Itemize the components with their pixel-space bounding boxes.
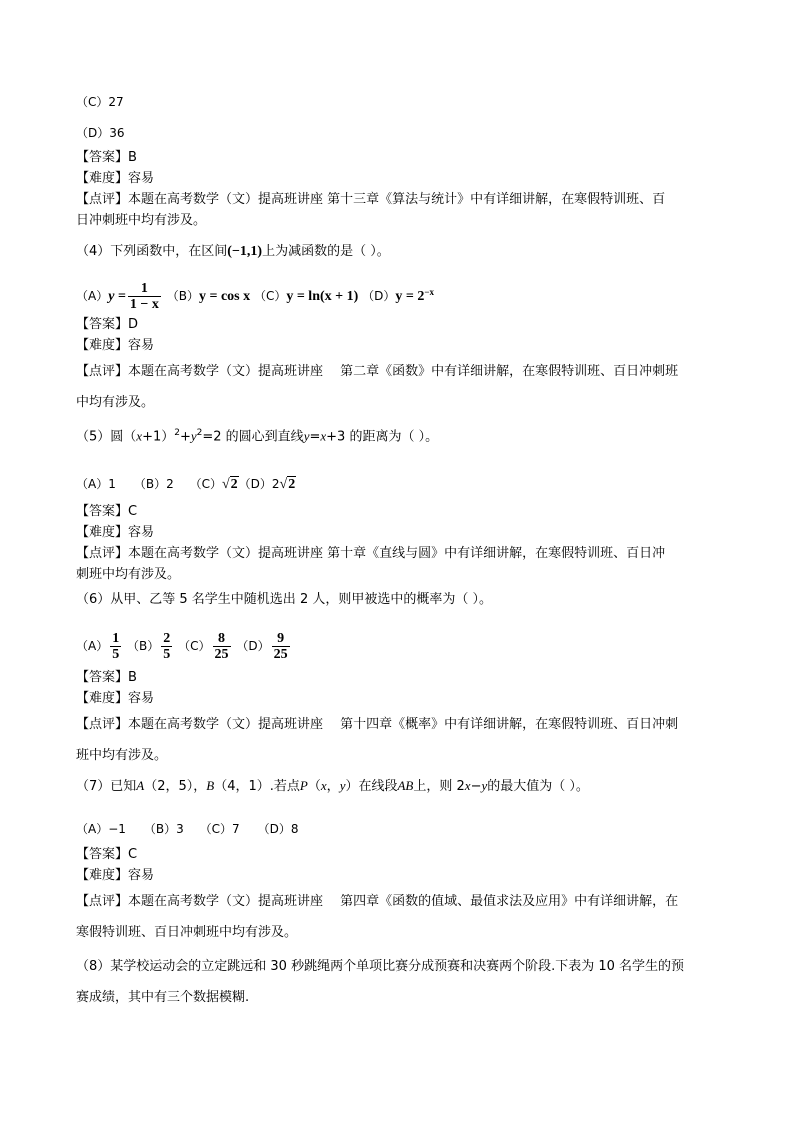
- q7-segment: AB: [397, 778, 414, 793]
- q4-opt-a-numerator: 1: [140, 281, 148, 296]
- q6-opt-b-label: （B）: [127, 639, 160, 653]
- q6-opt-c-label: （C）: [178, 639, 211, 653]
- q4-opt-d-expr: y = 2: [395, 289, 425, 304]
- q4-opt-a-label: （A）: [76, 289, 109, 303]
- q7-point-a: A: [136, 778, 145, 793]
- q6-opt-d-label: （D）: [236, 639, 270, 653]
- q5-difficulty: 【难度】容易: [76, 525, 155, 540]
- q5-options: [76, 474, 296, 495]
- q6-opt-a-fraction: [110, 631, 121, 662]
- q6-opt-d-denominator: 25: [273, 647, 288, 662]
- q7-point-b: B: [206, 778, 215, 793]
- q5-opt-d-label: （D）2: [238, 477, 280, 491]
- q7-stem-e: ，: [326, 779, 340, 794]
- q7-stem-a: （7）已知: [76, 779, 137, 794]
- q7-comment: 【点评】本题在高考数学（文）提高班讲座 第四章《函数的值域、最值求法及应用》中有详细讲解，在: [76, 894, 679, 909]
- q3-comment-cont: 日冲刺班中均有涉及。: [76, 213, 207, 228]
- q6-answer: 【答案】B: [76, 670, 137, 685]
- q6-stem-text: （6）从甲、乙等 5 名学生中随机选出 2 人，则甲被选中的概率为: [76, 592, 456, 607]
- q6-opt-d-numerator: 9: [277, 631, 285, 646]
- q4-opt-c-label: （C）: [253, 289, 287, 303]
- q4-blank: （ ）。: [353, 244, 390, 259]
- q5-sup-2: 2: [196, 428, 203, 438]
- q4-opt-a-denominator: 1 − x: [129, 297, 159, 312]
- q5-var-y: y: [190, 428, 197, 444]
- q7-stem-g: 上，则 2: [413, 779, 465, 794]
- q4-comment-cont: 中均有涉及。: [76, 395, 155, 410]
- q7-var-x2: x: [464, 778, 471, 793]
- q7-stem-i: 的最大值为: [487, 779, 553, 794]
- q5-opt-c-sqrt: √2: [221, 477, 238, 492]
- q5-answer: 【答案】C: [76, 504, 138, 519]
- q4-answer: 【答案】D: [76, 317, 139, 332]
- q5-blank: （ ）。: [401, 429, 439, 445]
- q5-stem-d: =2 的圆心到直线: [202, 429, 304, 445]
- q4-options: [76, 276, 434, 313]
- q5-stem-b: +1）: [142, 429, 175, 445]
- q6-opt-d-fraction: [272, 631, 290, 662]
- q5-line-x: x: [320, 428, 327, 444]
- q4-interval: (−1,1): [227, 244, 263, 259]
- q5-stem-f: +3 的距离为: [326, 429, 402, 445]
- q5-opt-c-label: （C）: [189, 477, 222, 491]
- q6-opt-a-numerator: 1: [112, 631, 120, 646]
- q6-options: [76, 626, 292, 666]
- q6-difficulty: 【难度】容易: [76, 691, 155, 706]
- q5-opt-d-radicand: 2: [288, 477, 296, 492]
- q5-stem-e: =: [309, 429, 321, 445]
- q6-comment-cont: 班中均有涉及。: [76, 748, 168, 763]
- q5-stem: [76, 425, 438, 445]
- q6-opt-c-numerator: 8: [218, 631, 225, 646]
- q8-stem: （8）某学校运动会的立定跳远和 30 秒跳绳两个单项比赛分成预赛和决赛两个阶段.下表为 10 名学生的预: [76, 959, 685, 974]
- q4-comment: 【点评】本题在高考数学（文）提高班讲座 第二章《函数》中有详细讲解，在寒假特训班、百日冲刺班: [76, 364, 679, 379]
- q5-sup-1: 2: [174, 428, 180, 438]
- q4-opt-a-fraction: [128, 281, 161, 312]
- q6-opt-b-numerator: 2: [163, 631, 171, 646]
- q5-stem-a: （5）圆（: [76, 429, 137, 445]
- q3-comment: 【点评】本题在高考数学（文）提高班讲座 第十三章《算法与统计》中有详细讲解，在寒假特训班、百: [76, 192, 666, 207]
- q7-stem-h: −: [470, 779, 482, 794]
- q6-opt-c-denominator: 25: [214, 647, 229, 662]
- q4-opt-b-expr: y = cos x: [198, 289, 251, 304]
- q5-opt-c-radicand: 2: [230, 477, 238, 492]
- q6-opt-c-fraction: [213, 631, 231, 662]
- q5-opt-b: （B）2: [139, 477, 174, 491]
- q6-opt-b-denominator: 5: [163, 647, 171, 662]
- q7-var-x: x: [320, 778, 327, 793]
- q7-var-y: y: [339, 778, 346, 793]
- q4-opt-b-label: （B）: [166, 289, 199, 303]
- q8-stem-cont: 赛成绩，其中有三个数据模糊.: [76, 990, 250, 1005]
- q4-stem: [76, 244, 390, 260]
- q5-comment: 【点评】本题在高考数学（文）提高班讲座 第十章《直线与圆》中有详细讲解，在寒假特训班、百日冲: [76, 546, 666, 561]
- q7-var-y2: y: [481, 778, 488, 793]
- q7-stem-b: （2，5），: [144, 779, 207, 794]
- q7-stem-d: （: [307, 779, 321, 794]
- q3-difficulty: 【难度】容易: [76, 171, 155, 186]
- q4-difficulty: 【难度】容易: [76, 338, 155, 353]
- q4-opt-c-expr: y = ln(x + 1): [286, 289, 359, 304]
- q7-options: （A）−1 （B）3 （C）7 （D）8: [76, 822, 299, 836]
- q7-point-p: P: [299, 778, 308, 793]
- q7-blank: （ ）。: [552, 779, 589, 794]
- q3-option-d: （D）36: [76, 126, 125, 140]
- q5-var-x: x: [136, 428, 143, 444]
- q5-opt-a: （A）1: [76, 477, 116, 491]
- q6-opt-b-fraction: [161, 631, 172, 662]
- q7-difficulty: 【难度】容易: [76, 868, 155, 883]
- q4-stem-b: 上为减函数的是: [262, 244, 354, 259]
- q6-blank: （ ）。: [455, 592, 492, 607]
- q5-line-y: y: [303, 428, 310, 444]
- q6-opt-a-label: （A）: [76, 639, 109, 653]
- q7-stem-f: ）在线段: [345, 779, 398, 794]
- q4-stem-a: （4）下列函数中，在区间: [76, 244, 228, 259]
- q5-stem-c: +: [179, 429, 191, 445]
- q4-opt-d-label: （D）: [362, 289, 396, 303]
- q7-stem: [76, 778, 589, 795]
- q6-opt-a-denominator: 5: [112, 647, 120, 662]
- q7-stem-c: （4，1）.若点: [214, 779, 300, 794]
- q4-opt-a-y: y =: [108, 289, 126, 304]
- q6-comment: 【点评】本题在高考数学（文）提高班讲座 第十四章《概率》中有详细讲解，在寒假特训班、百日冲刺: [76, 717, 679, 732]
- q5-comment-cont: 刺班中均有涉及。: [76, 567, 181, 582]
- q5-opt-d-sqrt: √2: [279, 477, 296, 492]
- q7-answer: 【答案】C: [76, 847, 138, 862]
- q6-stem: [76, 592, 492, 608]
- q7-comment-cont: 寒假特训班、百日冲刺班中均有涉及。: [76, 925, 298, 940]
- q4-opt-d-exponent: −x: [424, 287, 434, 297]
- q3-answer: 【答案】B: [76, 150, 137, 165]
- q3-option-c: （C）27: [76, 95, 124, 109]
